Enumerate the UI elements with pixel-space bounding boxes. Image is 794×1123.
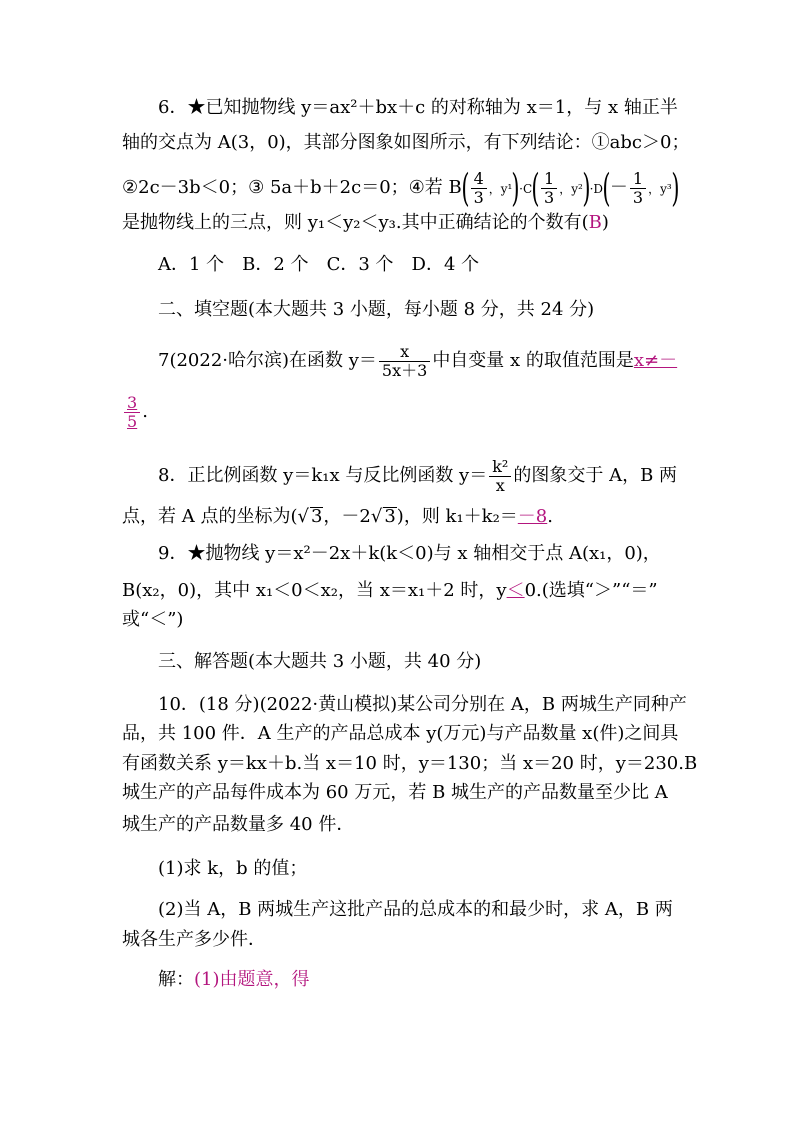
q8-line2-a: 点，若 A 点的坐标为( xyxy=(122,506,298,527)
section2-heading: 二、填空题(本大题共 3 小题，每小题 8 分，共 24 分) xyxy=(158,299,595,320)
q8-frac-num: k² xyxy=(489,458,511,477)
q8-frac-den: x xyxy=(495,475,505,495)
q9-line2-b: 0.(选填“＞”“＝” xyxy=(524,580,658,601)
frac-d xyxy=(630,170,646,207)
q7-frac xyxy=(379,343,430,380)
q9-line2-a: B(x₂，0)，其中 x₁＜0＜x₂，当 x＝x₁＋2 时，y xyxy=(122,580,507,601)
paren-close: ) xyxy=(582,166,591,210)
q6-line4-end: ) xyxy=(601,212,609,233)
q7-answer-den: 5 xyxy=(127,411,138,431)
q9-line3: 或“＜”) xyxy=(122,609,184,630)
q10-line3: 有函数关系 y＝kx＋b.当 x＝10 时，y＝130；当 x＝20 时，y＝230.B xyxy=(122,753,698,774)
frac-d-den: 3 xyxy=(632,187,644,207)
q10-part1: (1)求 k，b 的值； xyxy=(158,858,308,879)
sep-d: ·D xyxy=(589,182,604,196)
frac-c-num: 1 xyxy=(541,170,557,189)
q10-part2-line1: (2)当 A，B 两城生产这批产品的总成本的和最少时，求 A，B 两 xyxy=(158,899,673,920)
sep-c: ·C xyxy=(519,182,533,196)
q10-solution-label: 解： xyxy=(158,969,194,990)
q6-line3-text: ②2c－3b＜0；③ 5a＋b＋2c＝0；④若 B xyxy=(122,177,462,198)
paren-open: ( xyxy=(461,166,470,210)
q8-sqrt2: 3 xyxy=(384,506,396,527)
q7-end: . xyxy=(142,401,148,422)
y-c: ，y² xyxy=(559,182,583,196)
paren-open: ( xyxy=(531,166,540,210)
q8-prefix: 8．正比例函数 y＝k₁x 与反比例函数 y＝ xyxy=(158,465,488,486)
q10-part2-line2: 城各生产多少件． xyxy=(122,929,266,950)
q7-frac-num: x xyxy=(379,343,430,362)
y-d: ，y³ xyxy=(648,182,672,196)
q10-line5: 城生产的产品数量多 40 件． xyxy=(122,814,355,835)
q8-line2: 点，若 A 点的坐标为(√ 3，－2√ 3)，则 k₁＋k₂＝－8. xyxy=(122,506,553,527)
q8-line2-b: ，－2 xyxy=(323,506,371,527)
q10-line4: 城生产的产品每件成本为 60 万元，若 B 城生产的产品数量至少比 A xyxy=(122,782,668,803)
frac-c xyxy=(541,170,557,207)
q6-answer: B xyxy=(588,212,602,233)
q6-line1: 6．★已知抛物线 y＝ax²＋bx＋c 的对称轴为 x＝1，与 x 轴正半 xyxy=(158,97,678,118)
paren-close: ) xyxy=(511,166,520,210)
q8-frac xyxy=(489,458,511,495)
q9-answer: ＜ xyxy=(506,580,525,601)
q8-sqrt1: 3 xyxy=(310,506,323,527)
y-b: ，y¹ xyxy=(488,182,513,196)
q9-line2 xyxy=(122,579,658,603)
q6-line3 xyxy=(122,168,678,209)
q7-line2 xyxy=(122,392,148,432)
q8-line2-c: )，则 k₁＋k₂＝ xyxy=(396,506,518,527)
q6-line4 xyxy=(122,211,609,235)
frac-b-den: 3 xyxy=(473,187,484,207)
q7-frac-den: 5x＋3 xyxy=(381,360,428,380)
frac-c-den: 3 xyxy=(544,187,555,207)
q9-line1: 9．★抛物线 y＝x²－2x＋k(k＜0)与 x 轴相交于点 A(x₁，0)， xyxy=(158,543,661,564)
q7-answer-frac xyxy=(124,394,140,431)
q7-mid: 中自变量 x 的取值范围是 xyxy=(432,350,634,371)
q7-prefix: 7(2022·哈尔滨)在函数 y＝ xyxy=(158,350,377,371)
section3-heading: 三、解答题(本大题共 3 小题，共 40 分) xyxy=(158,651,482,672)
frac-b xyxy=(471,170,487,207)
q10-solution-text: (1)由题意，得 xyxy=(194,969,310,990)
q6-line4-text: 是抛物线上的三点，则 y₁＜y₂＜y₃.其中正确结论的个数有( xyxy=(122,212,589,233)
q8-line1 xyxy=(158,456,677,496)
q6-options: A．1 个 B．2 个 C．3 个 D．4 个 xyxy=(158,254,480,275)
q8-end: . xyxy=(547,506,553,527)
frac-b-num: 4 xyxy=(471,170,487,189)
q10-line2: 品，共 100 件．A 生产的产品总成本 y(万元)与产品数量 x(件)之间具 xyxy=(122,723,679,744)
q8-answer: －8 xyxy=(517,506,548,527)
q7-answer: x≠－ xyxy=(633,350,678,371)
q10-solution xyxy=(158,968,310,992)
q8-suffix: 的图象交于 A，B 两 xyxy=(513,465,678,486)
q10-line1: 10．(18 分)(2022·黄山模拟)某公司分别在 A，B 两城生产同种产 xyxy=(158,694,687,715)
q7-line1 xyxy=(158,341,677,381)
frac-d-sign: － xyxy=(609,177,628,198)
q6-line2: 轴的交点为 A(3，0)，其部分图象如图所示，有下列结论：①abc＞0； xyxy=(122,132,690,153)
paren-open: ( xyxy=(602,166,611,210)
q7-answer-num: 3 xyxy=(124,394,140,413)
paren-close: ) xyxy=(670,166,680,210)
frac-d-num: 1 xyxy=(630,170,646,189)
